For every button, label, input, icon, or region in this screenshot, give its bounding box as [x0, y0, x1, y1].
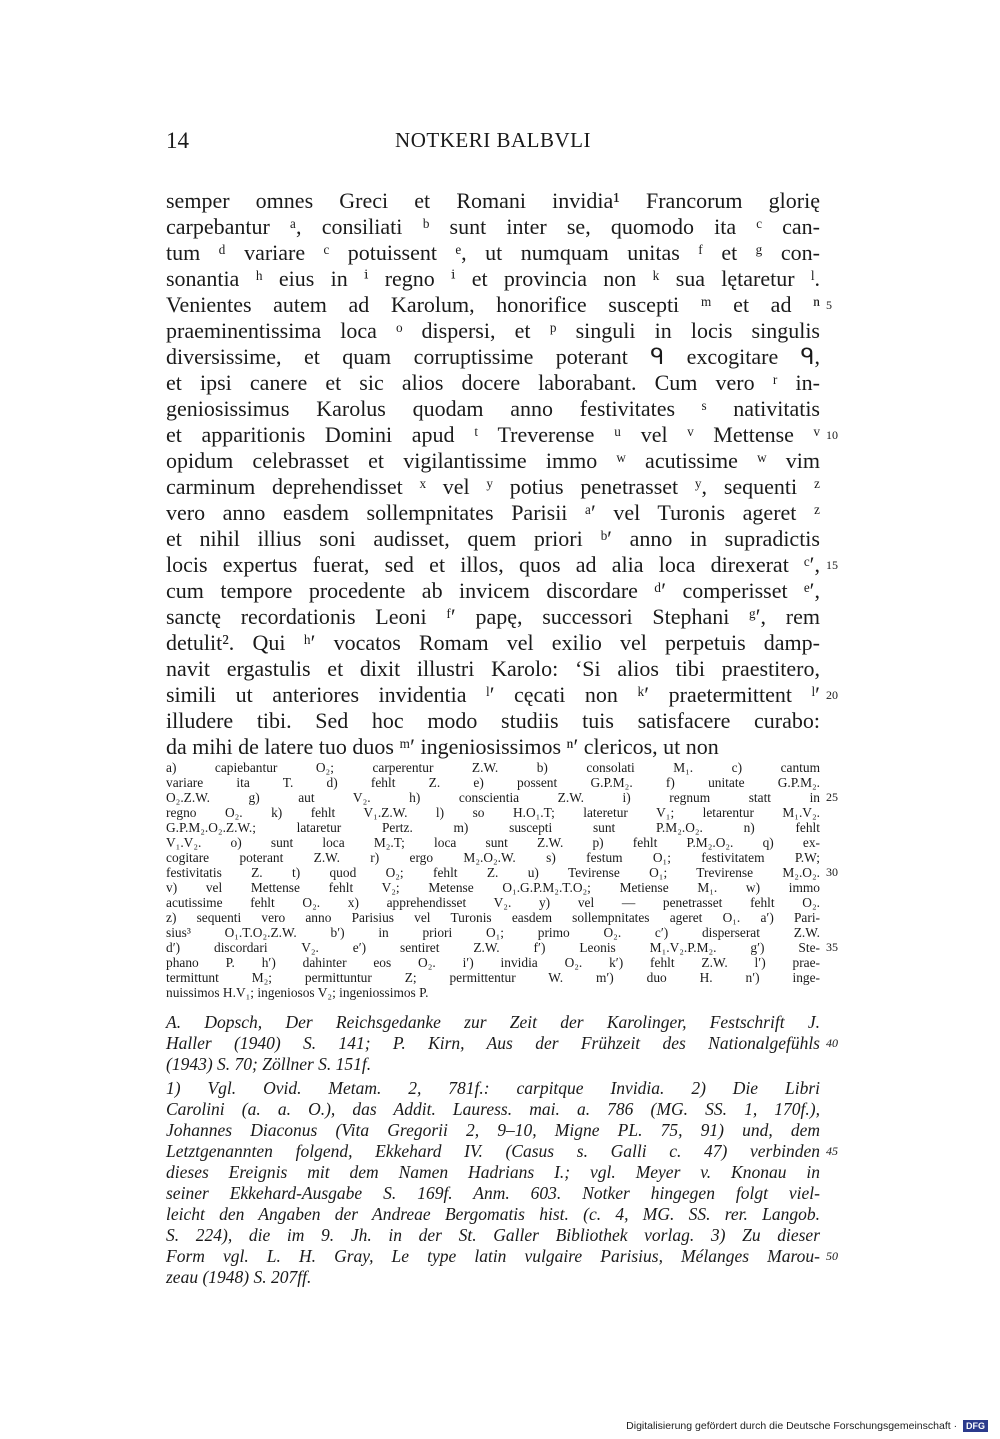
line-number: 25 [826, 790, 838, 804]
text-line [166, 396, 820, 422]
text-line [166, 1162, 820, 1183]
line-number: 10 [826, 428, 838, 442]
text-line [166, 500, 820, 526]
line-number: 20 [826, 688, 838, 702]
text-line [166, 880, 820, 895]
text-line [166, 656, 820, 682]
line-number: 45 [826, 1144, 838, 1158]
text-line [166, 1099, 820, 1120]
text-line [166, 1033, 838, 1054]
text-line [166, 820, 820, 835]
line-text: A. Dopsch, Der Reichsgedanke zur Zeit der Karolinger, Festschrift J. [166, 1012, 820, 1032]
line-text: praeminentissima loca ᵒ dispersi, et ᵖ singuli in locis singulis [166, 318, 820, 343]
text-line [166, 790, 838, 805]
line-text: seiner Ekkehard-Ausgabe S. 169f. Anm. 603. Notker hingegen folgt viel- [166, 1183, 820, 1203]
text-line [166, 552, 838, 578]
text-line [166, 266, 820, 292]
line-text: Form vgl. L. H. Gray, Le type latin vulgaire Parisius, Mélanges Marou- [166, 1246, 820, 1266]
line-text: z) sequenti vero anno Parisius vel Turonis easdem sollempnitates ageret O₁. a′) Pari- [166, 910, 820, 925]
line-number: 35 [826, 940, 838, 954]
line-text: (1943) S. 70; Zöllner S. 151f. [166, 1054, 372, 1074]
line-text: zeau (1948) S. 207ff. [166, 1267, 312, 1287]
text-line [166, 940, 838, 955]
text-line [166, 578, 820, 604]
text-line [166, 1141, 838, 1162]
line-text: v) vel Mettense fehlt V₂; Metense O₁.G.P.M₂.T.O₂; Metiense M₁. w) immo [166, 880, 820, 895]
line-text: navit ergastulis et dixit illustri Karolo: ‘Si alios tibi praestitero, [166, 656, 820, 681]
text-line [166, 448, 820, 474]
text-line [166, 214, 820, 240]
text-line [166, 630, 820, 656]
text-line [166, 955, 820, 970]
line-text: cum tempore procedente ab invicem discordare ᵈ′ comperisset ᵉ′, [166, 578, 820, 603]
text-line [166, 1012, 820, 1033]
line-text: vero anno easdem sollempnitates Parisii ᵃ′ vel Turonis ageret ᶻ [166, 500, 820, 525]
line-text: S. 224), die im 9. Jh. in der St. Galler Bibliothek vorlag. 3) Zu dieser [166, 1225, 820, 1245]
text-line [166, 604, 820, 630]
line-text: Letztgenannten folgend, Ekkehard IV. (Casus s. Galli c. 47) verbinden [166, 1141, 820, 1161]
line-number: 40 [826, 1036, 838, 1050]
text-line [166, 292, 832, 318]
text-line [166, 682, 838, 708]
line-text: 1) Vgl. Ovid. Metam. 2, 781f.: carpitque Invidia. 2) Die Libri [166, 1078, 820, 1098]
line-text: et nihil illius soni audisset, quem priori ᵇ′ anno in supradictis [166, 526, 820, 551]
text-line [166, 708, 820, 734]
line-text: diversissime, et quam corruptissime poterant ᑫ excogitare ᑫ, [166, 344, 820, 369]
line-text: regno O₂. k) fehlt V₁.Z.W. l) so H.O₁.T; lateretur V₁; letarentur M₁.V₂. [166, 805, 820, 820]
text-line [166, 895, 820, 910]
line-text: festivitatis Z. t) quod O₂; fehlt Z. u) Tevirense O₁; Trevirense M₂.O₂. [166, 865, 820, 880]
text-line [166, 474, 820, 500]
running-title: NOTKERI BALBVLI [395, 128, 591, 152]
line-text: illudere tibi. Sed hoc modo studiis tuis satisfacere curabo: [166, 708, 820, 733]
text-line [166, 910, 820, 925]
line-number: 5 [826, 298, 832, 312]
line-text: detulit². Qui ʰ′ vocatos Romam vel exilio vel perpetuis damp- [166, 630, 820, 655]
line-text: et apparitionis Domini apud ᵗ Treverense ᵘ vel ᵛ Mettense ᵛ [166, 422, 820, 447]
line-text: Carolini (a. a. O.), das Addit. Lauress. mai. a. 786 (MG. SS. 1, 170f.), [166, 1099, 820, 1119]
line-text: semper omnes Greci et Romani invidia¹ Francorum glorię [166, 188, 820, 213]
text-line [166, 760, 820, 775]
line-text: geniosissimus Karolus quodam anno festivitates ˢ nativitatis [166, 396, 820, 421]
footer-text: Digitalisierung gefördert durch die Deutsche Forschungsgemeinschaft · [626, 1420, 958, 1432]
line-text: sanctę recordationis Leoni ᶠ′ papę, successori Stephani ᵍ′, rem [166, 604, 820, 629]
text-line [166, 370, 820, 396]
line-text: et ipsi canere et sic alios docere laborabant. Cum vero ʳ in- [166, 370, 820, 395]
text-line [166, 925, 820, 940]
text-line [166, 318, 820, 344]
text-line [166, 850, 820, 865]
line-text: G.P.M₂.O₂.Z.W.; lataretur Pertz. m) suscepti sunt P.M₂.O₂. n) fehlt [166, 820, 820, 835]
line-text: carminum deprehendisset ˣ vel ʸ potius penetrasset ʸ, sequenti ᶻ [166, 474, 820, 499]
text-line [166, 775, 820, 790]
text-line [166, 1078, 820, 1099]
text-line [166, 970, 820, 985]
line-text: acutissime fehlt O₂. x) apprehendisset V₂. y) vel — penetrasset fehlt O₂. [166, 895, 820, 910]
line-text: cogitare poterant Z.W. r) ergo M₂.O₂.W. s) festum O₁; festivitatem P.W; [166, 850, 820, 865]
line-text: Johannes Diaconus (Vita Gregorii 2, 9–10, Migne PL. 75, 91) und, dem [166, 1120, 820, 1140]
line-text: sonantia ʰ eius in ⁱ regno ⁱ et provincia non ᵏ sua lętaretur ˡ. [166, 266, 820, 291]
line-text: phano P. h′) dahinter eos O₂. i′) invidia O₂. k′) fehlt Z.W. l′) prae- [166, 955, 820, 970]
line-text: termittunt M₂; permittuntur Z; permittentur W. m′) duo H. n′) inge- [166, 970, 820, 985]
line-text: V₁.V₂. o) sunt loca M₂.T; loca sunt Z.W. p) fehlt P.M₂.O₂. q) ex- [166, 835, 820, 850]
line-text: simili ut anteriores invidentia ˡ′ cęcati non ᵏ′ praetermittent ˡ′ [166, 682, 820, 707]
footer-credit [626, 1420, 988, 1432]
line-text: opidum celebrasset et vigilantissime immo ʷ acutissime ʷ vim [166, 448, 820, 473]
line-text: carpebantur ᵃ, consiliati ᵇ sunt inter se, quomodo ita ᶜ can- [166, 214, 820, 239]
text-line [166, 1054, 820, 1075]
text-line [166, 188, 820, 214]
line-text: locis expertus fuerat, sed et illos, quos ad alia loca direxerat ᶜ′, [166, 552, 820, 577]
text-line [166, 805, 820, 820]
line-text: da mihi de latere tuo duos ᵐ′ ingeniosissimos ⁿ′ clericos, ut non [166, 734, 719, 759]
line-text: tum ᵈ variare ᶜ potuissent ᵉ, ut numquam unitas ᶠ et ᵍ con- [166, 240, 820, 265]
text-line [166, 240, 820, 266]
text-line [166, 985, 820, 1000]
page-header [166, 128, 820, 160]
line-number: 15 [826, 558, 838, 572]
text-line [166, 1183, 820, 1204]
line-text: Venientes autem ad Karolum, honorifice suscepti ᵐ et ad ⁿ [166, 292, 820, 317]
line-number: 30 [826, 865, 838, 879]
dfg-logo: DFG [963, 1420, 988, 1432]
text-line [166, 865, 838, 880]
page-number: 14 [166, 128, 189, 153]
line-text: leicht den Angaben der Andreae Bergomatis hist. (c. 4, MG. SS. rer. Langob. [166, 1204, 820, 1224]
text-line [166, 422, 838, 448]
line-text: variare ita T. d) fehlt Z. e) possent G.P.M₂. f) unitate G.P.M₂. [166, 775, 820, 790]
text-line [166, 734, 820, 760]
line-text: sius³ O₁.T.O₂.Z.W. b′) in priori O₁; primo O₂. c′) disperserat Z.W. [166, 925, 820, 940]
text-line [166, 344, 820, 370]
text-line [166, 835, 820, 850]
text-line [166, 1120, 820, 1141]
line-number: 50 [826, 1249, 838, 1263]
line-text: nuissimos H.V₁; ingeniosos V₂; ingeniossimos P. [166, 985, 429, 1000]
line-text: Haller (1940) S. 141; P. Kirn, Aus der Frühzeit des Nationalgefühls [166, 1033, 820, 1053]
line-text: d′) discordari V₂. e′) sentiret Z.W. f′) Leonis M₁.V₂.P.M₂. g′) Ste- [166, 940, 820, 955]
text-line [166, 1225, 820, 1246]
text-line [166, 526, 820, 552]
text-line [166, 1204, 820, 1225]
line-text: O₂.Z.W. g) aut V₂. h) conscientia Z.W. i) regnum statt in [166, 790, 820, 805]
line-text: dieses Ereignis mit dem Namen Hadrians I.; vgl. Meyer v. Knonau in [166, 1162, 820, 1182]
text-line [166, 1246, 838, 1267]
text-line [166, 1267, 820, 1288]
line-text: a) capiebantur O₂; carperentur Z.W. b) consolati M₁. c) cantum [166, 760, 820, 775]
